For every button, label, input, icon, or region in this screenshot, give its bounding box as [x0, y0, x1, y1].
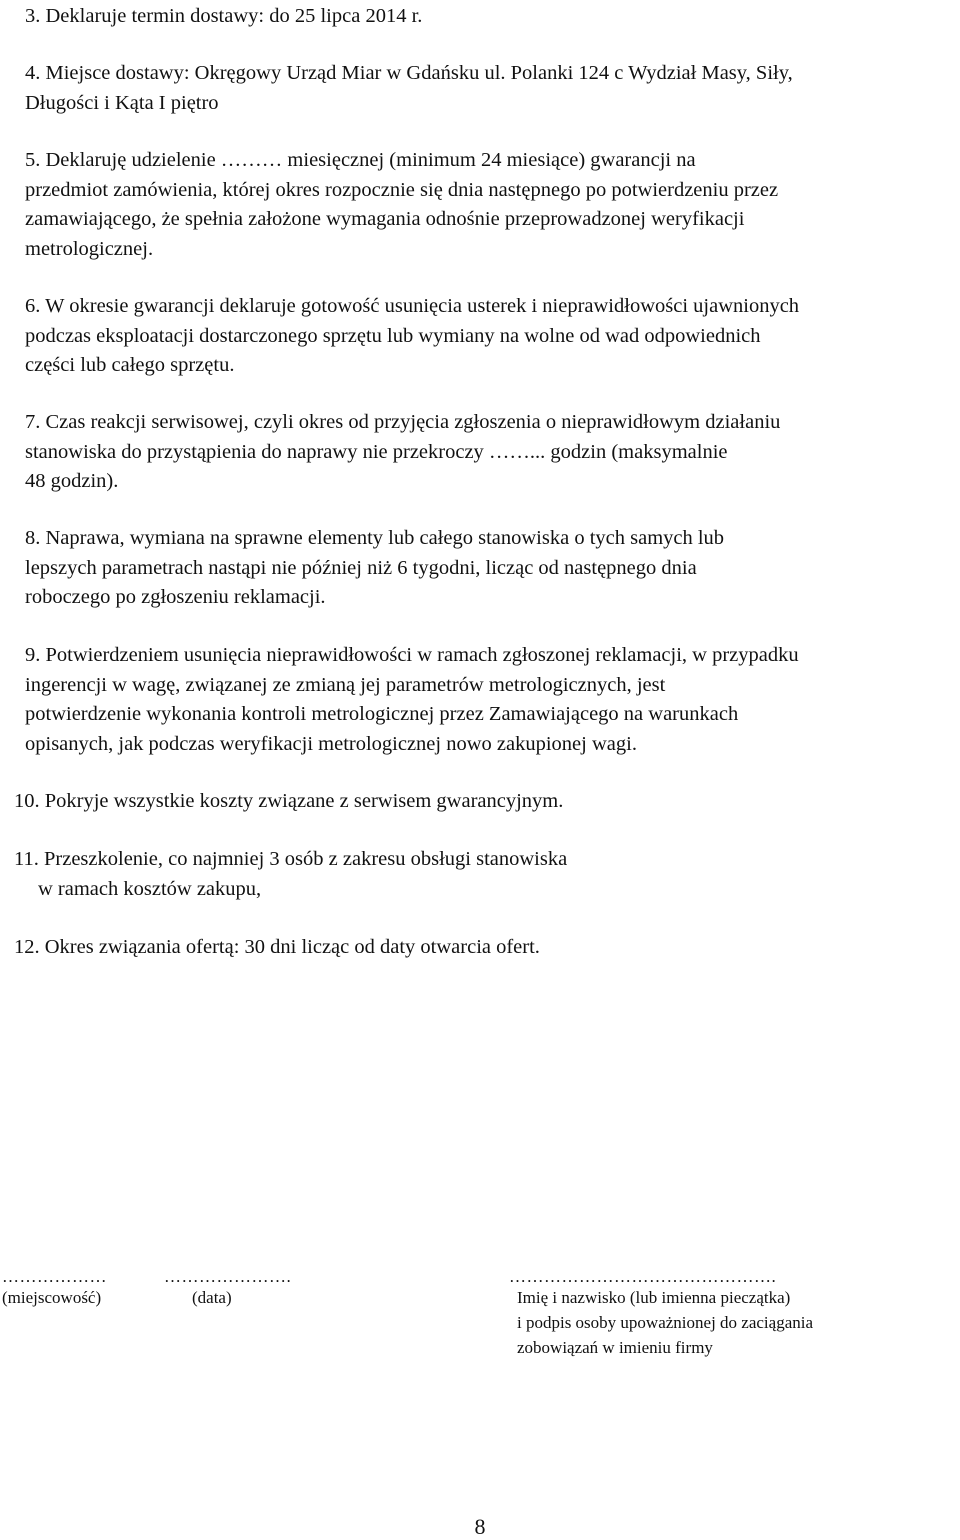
clause-11 [14, 845, 944, 904]
clause-number: 3. [25, 5, 41, 27]
clause-text: przedmiot zamówienia, której okres rozpocznie się dnia następnego po potwierdzeniu przez [25, 178, 779, 201]
clause-text: stanowiska do przystąpienia do naprawy nie przekroczy ……... godzin (maksymalnie [25, 440, 728, 463]
clause-text: 48 godzin). [25, 470, 119, 492]
clause-3 [25, 2, 955, 32]
clause-number: 7. [25, 411, 41, 433]
clause-text: Naprawa, wymiana na sprawne elementy lub całego stanowiska o tych samych lub [45, 527, 725, 549]
clause-text: roboczego po zgłoszeniu reklamacji. [25, 586, 326, 608]
clause-12 [14, 933, 944, 963]
place-dotted-line: ……………… [2, 1267, 107, 1286]
clause-text: metrologicznej. [25, 237, 154, 260]
clause-5 [25, 146, 955, 264]
clause-number: 10. [14, 790, 40, 812]
clause-4 [25, 59, 955, 118]
clause-text: Pokryje wszystkie koszty związane z serwisem gwarancyjnym. [44, 790, 564, 812]
clause-text: Deklaruję udzielenie ……… miesięcznej (minimum 24 miesiące) gwarancji na [45, 149, 696, 171]
date-dotted-line: …………………. [164, 1267, 292, 1286]
clause-text: Miejsce dostawy: Okręgowy Urząd Miar w Gdańsku ul. Polanki 124 c Wydział Masy, Siły, [45, 62, 793, 84]
clause-text: Okres związania ofertą: 30 dni licząc od daty otwarcia ofert. [44, 936, 540, 958]
clause-text: W okresie gwarancji deklaruje gotowość usunięcia usterek i nieprawidłowości ujawnionych [45, 295, 800, 317]
clause-number: 5. [25, 149, 41, 171]
clause-text: opisanych, jak podczas weryfikacji metrologicznej nowo zakupionej wagi. [25, 732, 637, 755]
clause-text: w ramach kosztów zakupu, [38, 877, 262, 900]
date-label: (data) [192, 1288, 232, 1307]
clause-number: 12. [14, 936, 40, 958]
clause-6 [25, 292, 955, 381]
place-label: (miejscowość) [2, 1288, 102, 1307]
clause-number: 6. [25, 295, 41, 317]
clause-text: Potwierdzeniem usunięcia nieprawidłowości w ramach zgłoszonej reklamacji, w przypadku [45, 644, 799, 666]
clause-10 [14, 787, 944, 817]
clause-9 [25, 641, 955, 759]
clause-text: Deklaruje termin dostawy: do 25 lipca 2014 r. [45, 5, 423, 27]
clause-text: potwierdzenie wykonania kontroli metrologicznej przez Zamawiającego na warunkach [25, 703, 739, 725]
clause-number: 9. [25, 644, 41, 666]
clause-text: Czas reakcji serwisowej, czyli okres od przyjęcia zgłoszenia o nieprawidłowym działaniu [45, 411, 781, 433]
clause-8 [25, 524, 955, 613]
name-dotted-line: ………………………………………. [509, 1267, 777, 1286]
clause-text: podczas eksploatacji dostarczonego sprzętu lub wymiany na wolne od wad odpowiednich [25, 324, 761, 347]
clause-text: Przeszkolenie, co najmniej 3 osób z zakresu obsługi stanowiska [44, 848, 568, 870]
page-number: 8 [474, 1514, 486, 1539]
clause-text: zamawiającego, że spełnia założone wymagania odnośnie przeprowadzonej weryfikacji [25, 208, 745, 230]
clause-number: 11. [14, 848, 39, 870]
clause-text: części lub całego sprzętu. [25, 354, 235, 376]
clause-text: Długości i Kąta I piętro [25, 91, 219, 114]
clause-number: 8. [25, 527, 41, 549]
clause-text: lepszych parametrach nastąpi nie później niż 6 tygodni, licząc od następnego dnia [25, 556, 697, 579]
clause-number: 4. [25, 62, 41, 84]
clause-text: ingerencji w wagę, związanej ze zmianą jej parametrów metrologicznych, jest [25, 673, 666, 696]
clause-7 [25, 408, 955, 497]
signatory-label: Imię i nazwisko (lub imienna pieczątka) i podpis osoby upoważnionej do zaciągania zobowiązań w imieniu firmy [517, 1288, 814, 1357]
